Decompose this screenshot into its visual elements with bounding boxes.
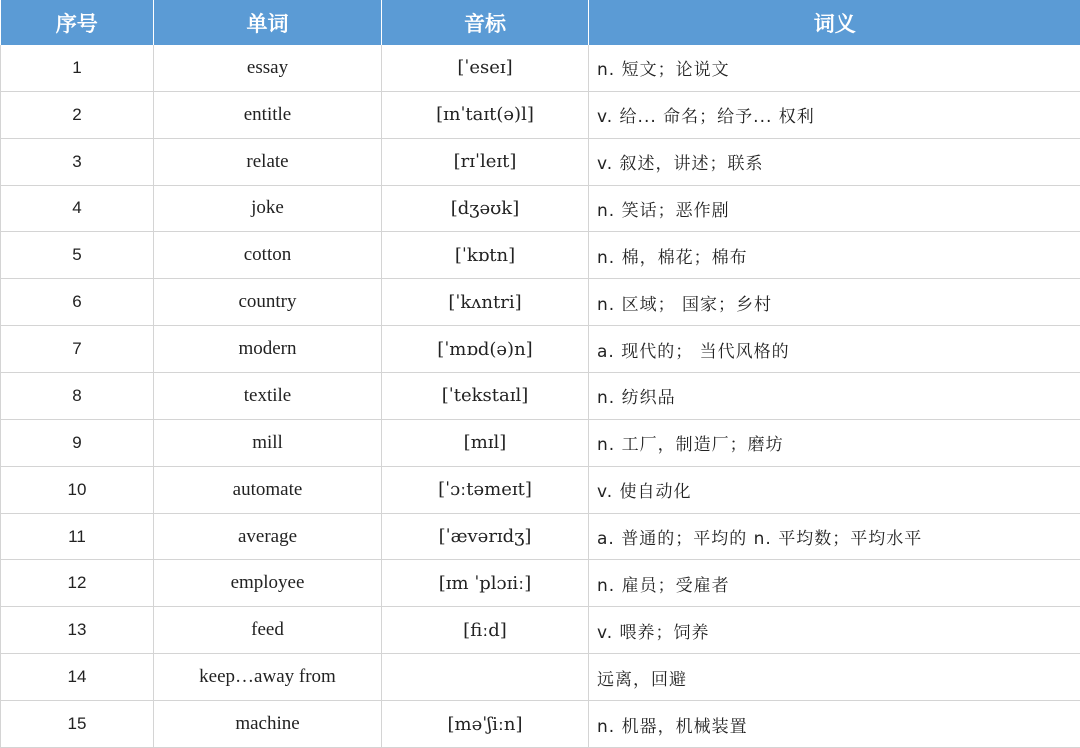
phonetic-cell: [ɪnˈtaɪt(ə)l] bbox=[382, 91, 589, 138]
row-number: 8 bbox=[1, 373, 154, 420]
column-header-phonetic: 音标 bbox=[382, 0, 589, 45]
phonetic-cell: [ˈævərɪdʒ] bbox=[382, 513, 589, 560]
meaning-cell: n. 机器，机械装置 bbox=[589, 701, 1080, 748]
table-row bbox=[1, 701, 1080, 748]
row-number: 13 bbox=[1, 607, 154, 654]
meaning-cell: n. 笑话；恶作剧 bbox=[589, 185, 1080, 232]
phonetic-cell: [məˈʃiːn] bbox=[382, 701, 589, 748]
phonetic-cell: [mɪl] bbox=[382, 419, 589, 466]
meaning-cell: a. 现代的； 当代风格的 bbox=[589, 326, 1080, 373]
row-number: 6 bbox=[1, 279, 154, 326]
table-row bbox=[1, 419, 1080, 466]
row-number: 3 bbox=[1, 138, 154, 185]
row-number: 1 bbox=[1, 45, 154, 91]
row-number: 15 bbox=[1, 701, 154, 748]
meaning-cell: v. 使自动化 bbox=[589, 466, 1080, 513]
meaning-cell: n. 棉，棉花；棉布 bbox=[589, 232, 1080, 279]
word-cell: employee bbox=[154, 560, 382, 607]
word-cell: feed bbox=[154, 607, 382, 654]
phonetic-cell: [ˈkʌntri] bbox=[382, 279, 589, 326]
row-number: 10 bbox=[1, 466, 154, 513]
table-row bbox=[1, 466, 1080, 513]
phonetic-cell: [ɪm ˈplɔɪiː] bbox=[382, 560, 589, 607]
column-header-number: 序号 bbox=[1, 0, 154, 45]
table-header bbox=[1, 0, 1080, 45]
row-number: 12 bbox=[1, 560, 154, 607]
phonetic-cell: [fiːd] bbox=[382, 607, 589, 654]
word-cell: relate bbox=[154, 138, 382, 185]
column-header-meaning: 词义 bbox=[589, 0, 1080, 45]
word-cell: automate bbox=[154, 466, 382, 513]
row-number: 14 bbox=[1, 654, 154, 701]
meaning-cell: n. 区域； 国家；乡村 bbox=[589, 279, 1080, 326]
meaning-cell: n. 工厂，制造厂；磨坊 bbox=[589, 419, 1080, 466]
table-row bbox=[1, 91, 1080, 138]
word-cell: mill bbox=[154, 419, 382, 466]
meaning-cell: a. 普通的；平均的 n. 平均数；平均水平 bbox=[589, 513, 1080, 560]
meaning-cell: n. 纺织品 bbox=[589, 373, 1080, 420]
table-row bbox=[1, 185, 1080, 232]
phonetic-cell: [rɪˈleɪt] bbox=[382, 138, 589, 185]
table-row bbox=[1, 373, 1080, 420]
phonetic-cell: [dʒəʊk] bbox=[382, 185, 589, 232]
meaning-cell: v. 叙述，讲述；联系 bbox=[589, 138, 1080, 185]
word-cell: country bbox=[154, 279, 382, 326]
row-number: 2 bbox=[1, 91, 154, 138]
word-cell: cotton bbox=[154, 232, 382, 279]
table-row bbox=[1, 45, 1080, 91]
phonetic-cell: [ˈɔːtəmeɪt] bbox=[382, 466, 589, 513]
word-cell: entitle bbox=[154, 91, 382, 138]
table-row bbox=[1, 607, 1080, 654]
word-cell: keep…away from bbox=[154, 654, 382, 701]
table-row bbox=[1, 326, 1080, 373]
row-number: 5 bbox=[1, 232, 154, 279]
meaning-cell: v. 喂养；饲养 bbox=[589, 607, 1080, 654]
phonetic-cell: [ˈmɒd(ə)n] bbox=[382, 326, 589, 373]
meaning-cell: v. 给... 命名；给予... 权利 bbox=[589, 91, 1080, 138]
row-number: 9 bbox=[1, 419, 154, 466]
phonetic-cell: [ˈkɒtn] bbox=[382, 232, 589, 279]
column-header-word: 单词 bbox=[154, 0, 382, 45]
table-row bbox=[1, 232, 1080, 279]
meaning-cell: 远离，回避 bbox=[589, 654, 1080, 701]
phonetic-cell bbox=[382, 654, 589, 701]
phonetic-cell: [ˈeseɪ] bbox=[382, 45, 589, 91]
row-number: 11 bbox=[1, 513, 154, 560]
phonetic-cell: [ˈtekstaɪl] bbox=[382, 373, 589, 420]
word-cell: essay bbox=[154, 45, 382, 91]
table-row bbox=[1, 513, 1080, 560]
table-body bbox=[1, 45, 1080, 748]
table-row bbox=[1, 654, 1080, 701]
meaning-cell: n. 短文；论说文 bbox=[589, 45, 1080, 91]
meaning-cell: n. 雇员；受雇者 bbox=[589, 560, 1080, 607]
word-cell: textile bbox=[154, 373, 382, 420]
table-row bbox=[1, 279, 1080, 326]
row-number: 4 bbox=[1, 185, 154, 232]
table-row bbox=[1, 560, 1080, 607]
header-row bbox=[1, 0, 1080, 45]
table-row bbox=[1, 138, 1080, 185]
word-cell: modern bbox=[154, 326, 382, 373]
word-cell: average bbox=[154, 513, 382, 560]
row-number: 7 bbox=[1, 326, 154, 373]
word-cell: joke bbox=[154, 185, 382, 232]
word-cell: machine bbox=[154, 701, 382, 748]
